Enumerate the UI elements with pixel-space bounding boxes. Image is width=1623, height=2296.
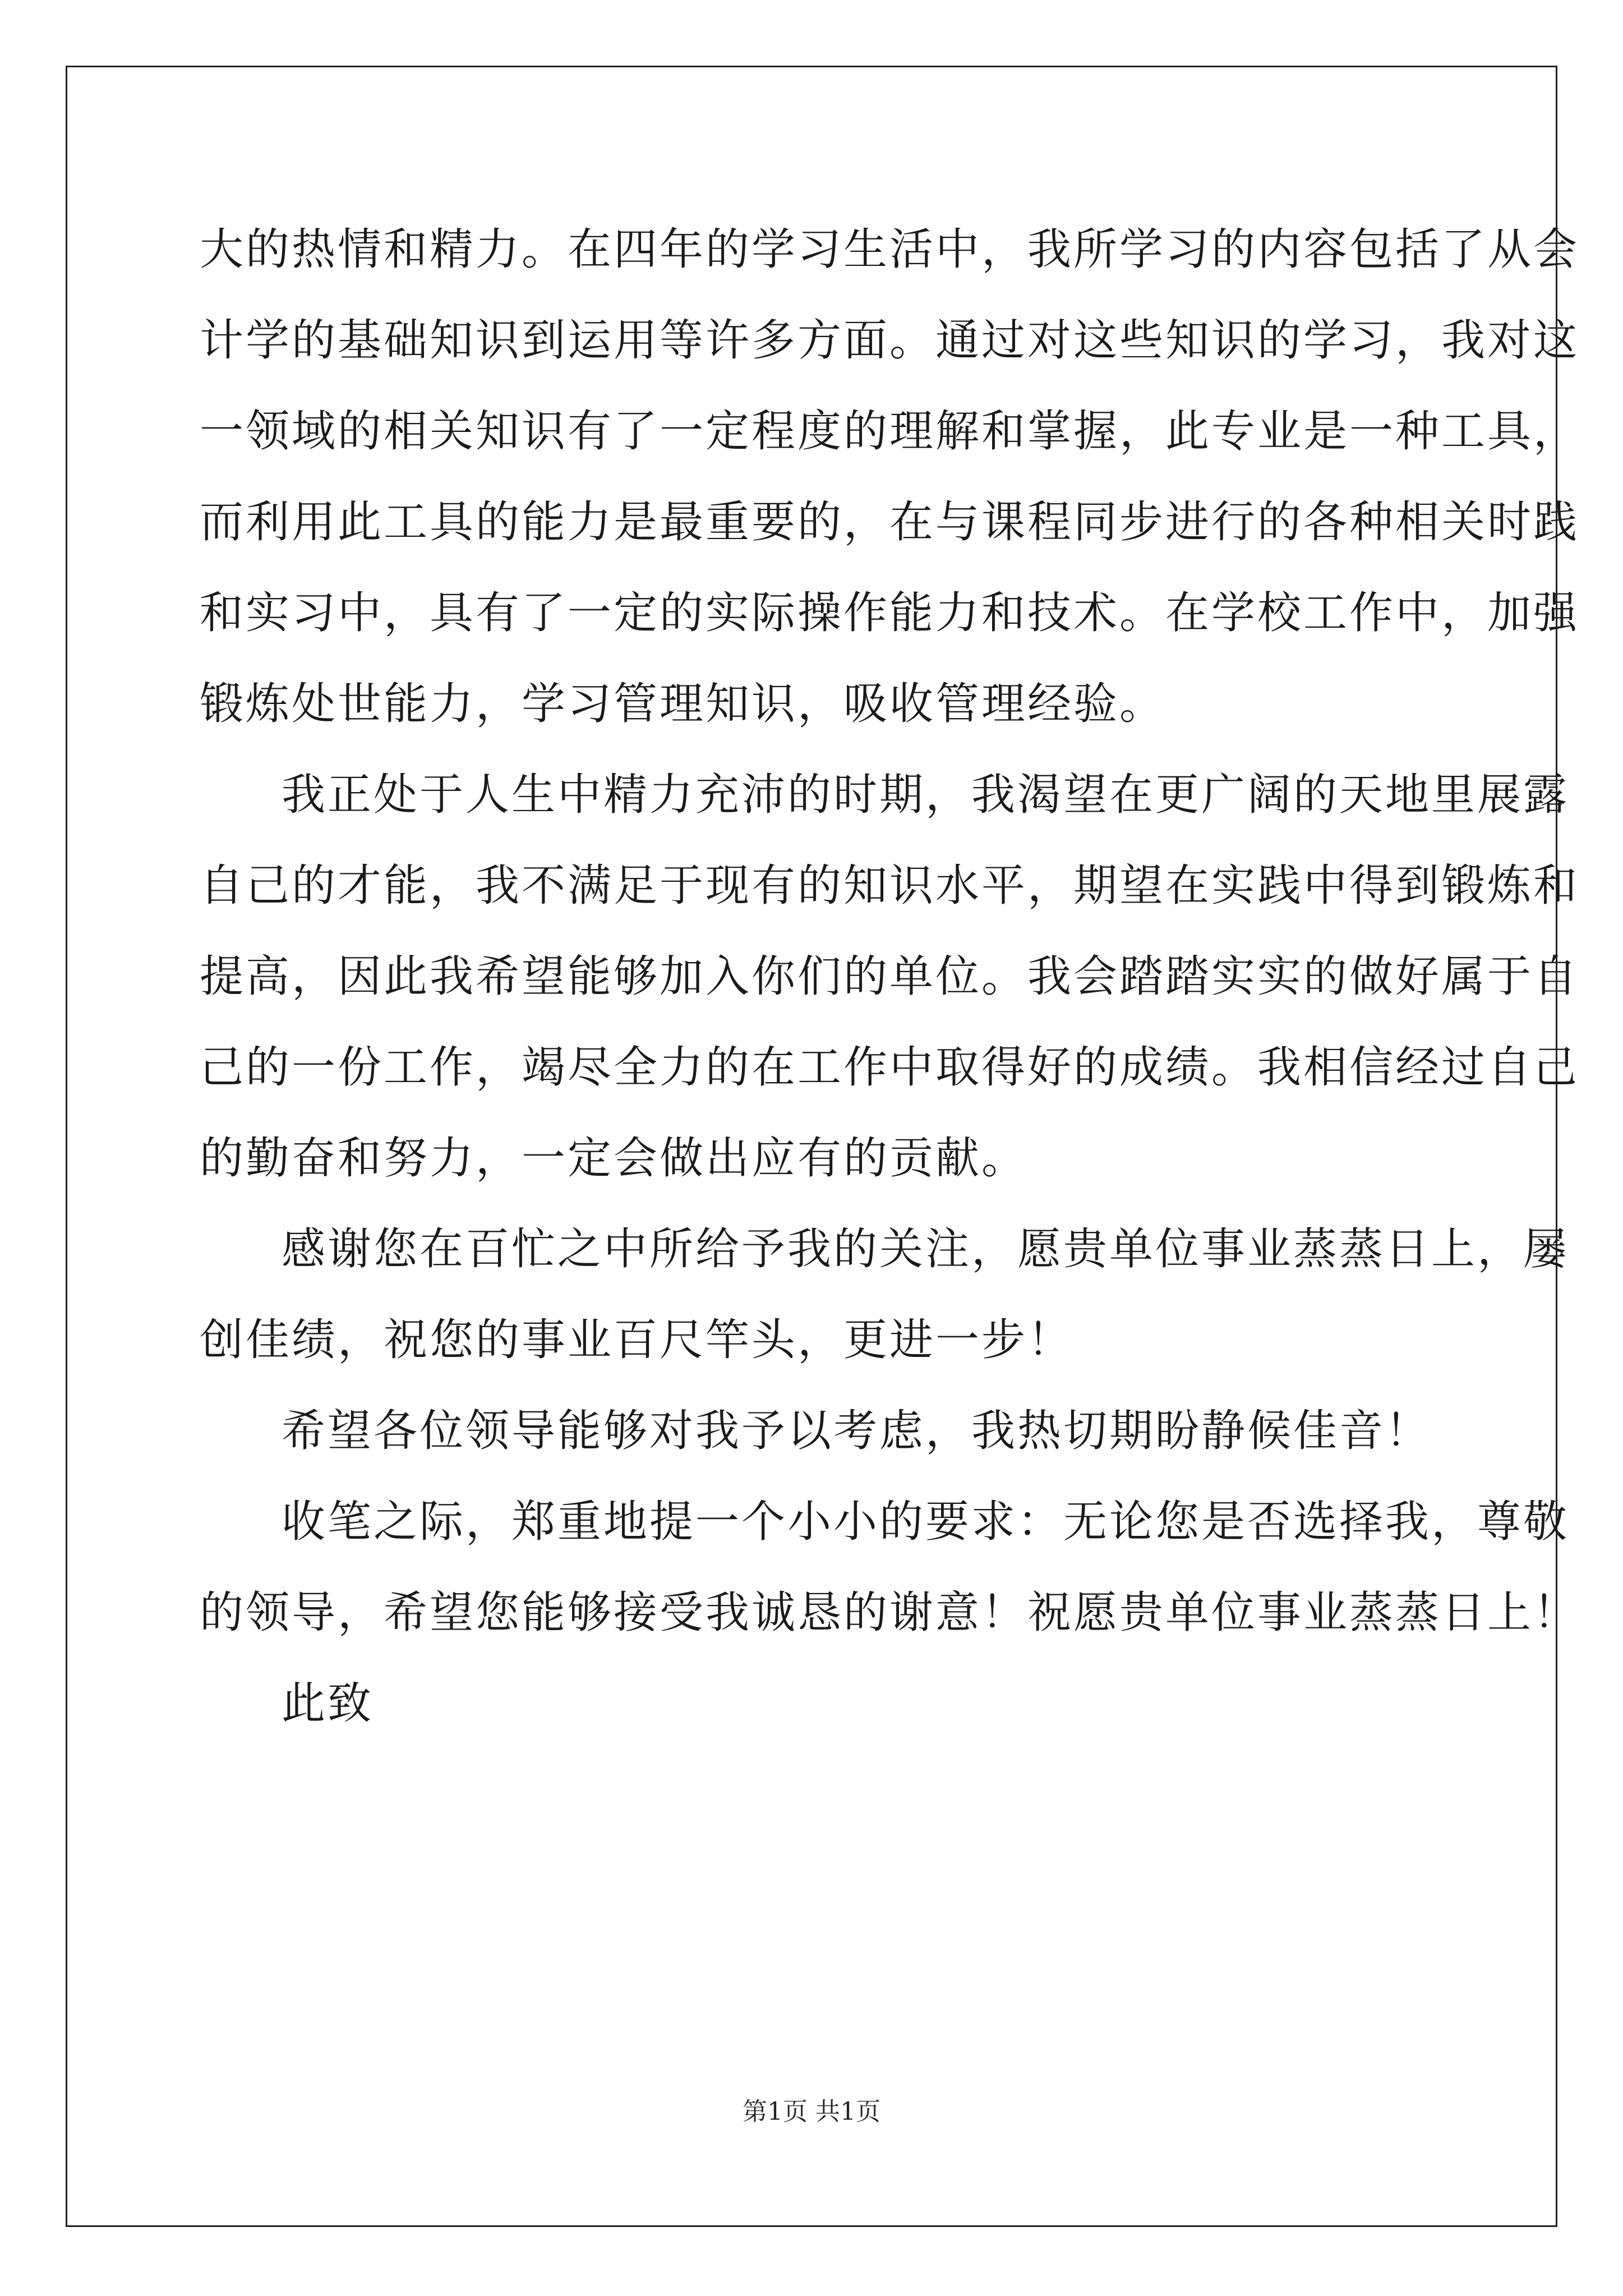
paragraph-first-line: 我正处于人生中精力充沛的时期，我渴望在更广阔的天地里展露 (282, 770, 1570, 820)
text-line: 而利用此工具的能力是最重要的，在与课程同步进行的各种相关时践 (200, 497, 1580, 547)
text-line: 大的热情和精力。在四年的学习生活中，我所学习的内容包括了从会 (200, 224, 1580, 275)
page-number-footer: 第1页 共1页 (743, 2097, 880, 2126)
text-line: 创佳绩，祝您的事业百尺竿头，更进一步！ (200, 1315, 1074, 1365)
text-line: 锻炼处世能力，学习管理知识，吸收管理经验。 (200, 679, 1166, 729)
text-line: 提高，因此我希望能够加入你们的单位。我会踏踏实实的做好属于自 (200, 951, 1580, 1002)
closing-salutation: 此致 (282, 1678, 374, 1729)
paragraph-first-line: 感谢您在百忙之中所给予我的关注，愿贵单位事业蒸蒸日上，屡 (282, 1224, 1570, 1274)
text-line: 的勤奋和努力，一定会做出应有的贡献。 (200, 1133, 1028, 1184)
paragraph-first-line: 希望各位领导能够对我予以考虑，我热切期盼静候佳音！ (282, 1406, 1432, 1456)
text-line: 和实习中，具有了一定的实际操作能力和技术。在学校工作中，加强 (200, 588, 1580, 638)
text-line: 自己的才能，我不满足于现有的知识水平，期望在实践中得到锻炼和 (200, 861, 1580, 911)
text-line: 一领域的相关知识有了一定程度的理解和掌握，此专业是一种工具， (200, 406, 1580, 457)
text-line: 的领导，希望您能够接受我诚恳的谢意！祝愿贵单位事业蒸蒸日上！ (200, 1588, 1580, 1638)
text-line: 计学的基础知识到运用等许多方面。通过对这些知识的学习，我对这 (200, 315, 1580, 366)
paragraph-first-line: 收笔之际，郑重地提一个小小的要求：无论您是否选择我，尊敬 (282, 1497, 1570, 1547)
text-line: 己的一份工作，竭尽全力的在工作中取得好的成绩。我相信经过自己 (200, 1042, 1580, 1093)
